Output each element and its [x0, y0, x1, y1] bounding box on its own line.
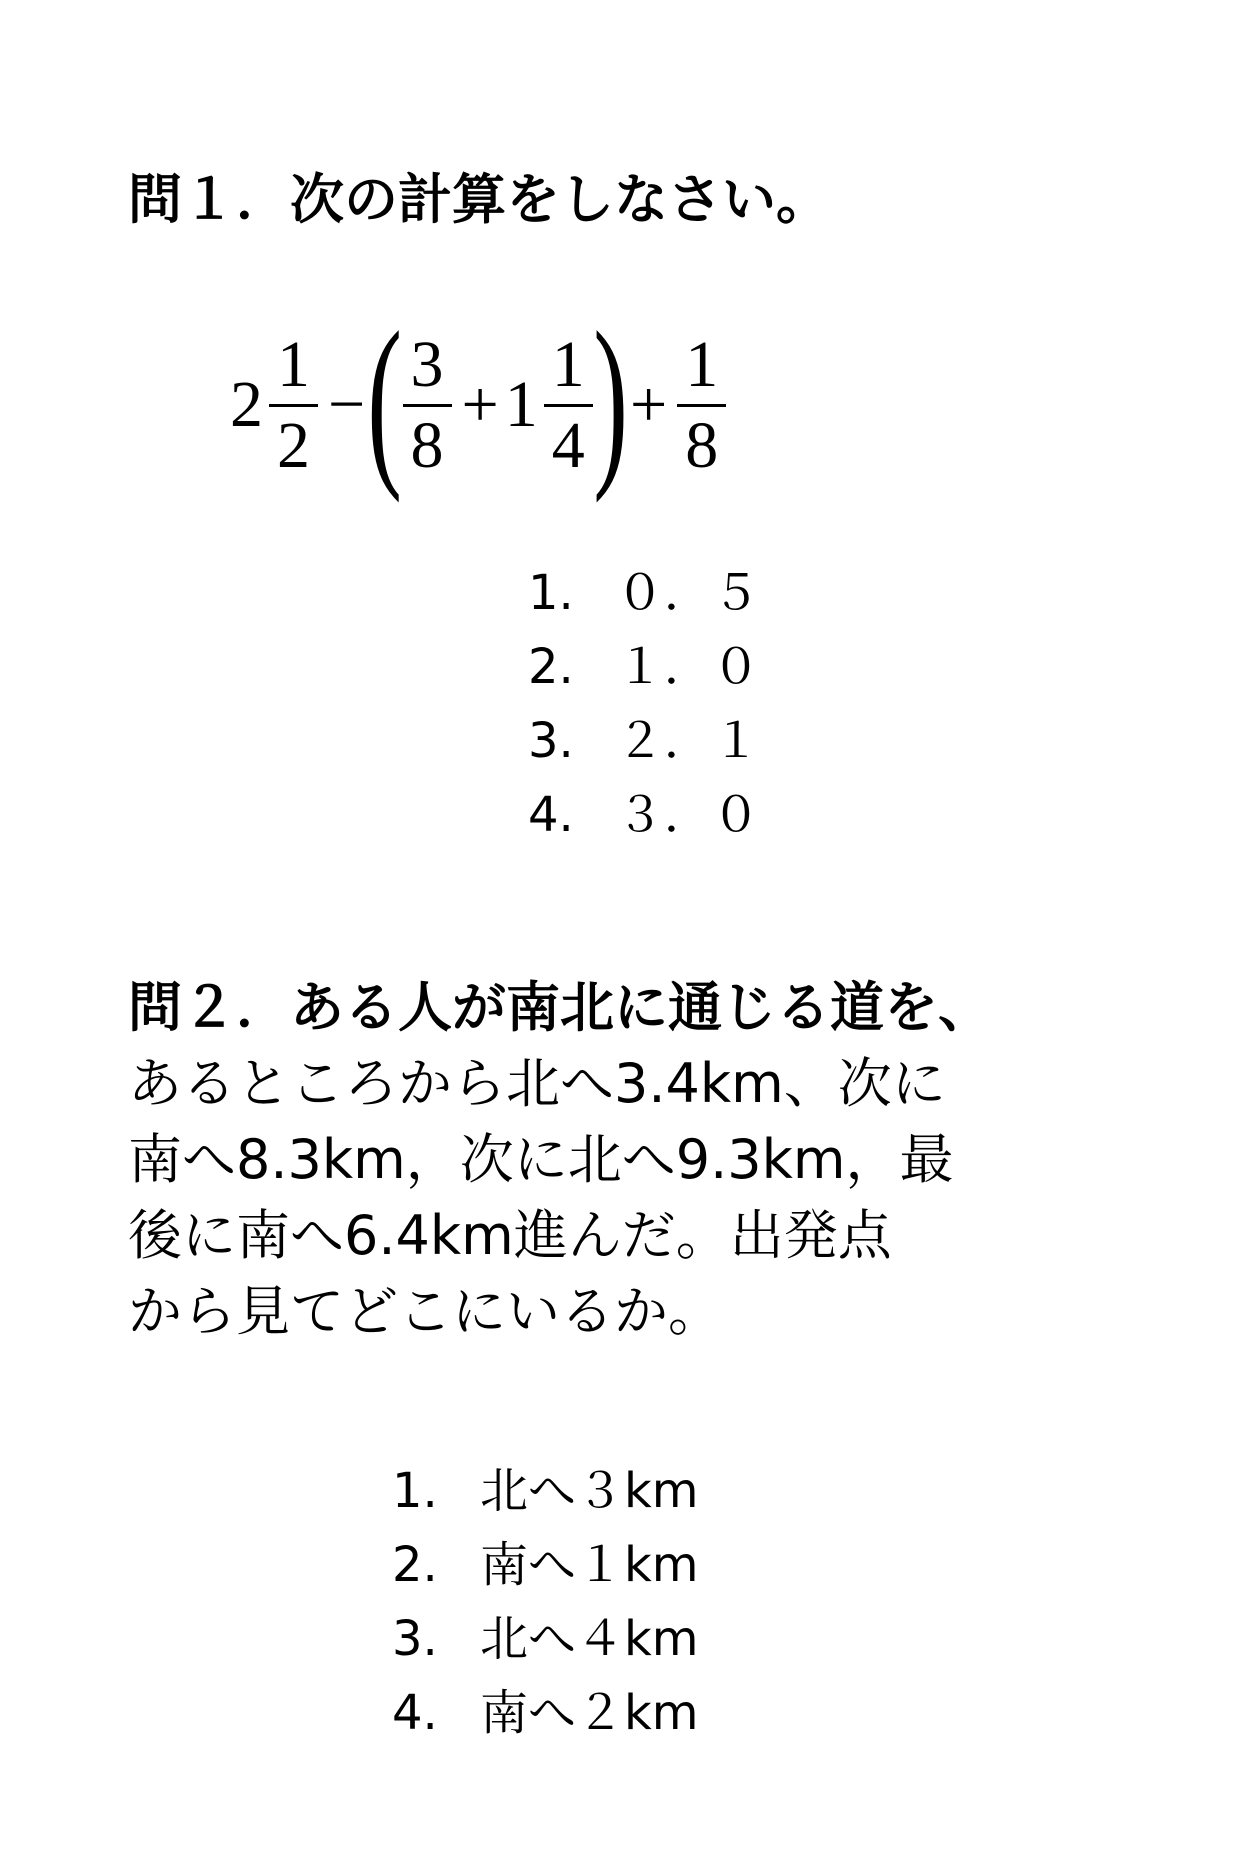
choice-item — [392, 1454, 699, 1528]
formula-plus-operator-2: + — [630, 368, 668, 441]
choice-item — [528, 778, 760, 852]
choice-number: 3. — [528, 713, 574, 769]
choice-number: 4. — [392, 1685, 438, 1741]
formula-term1-numerator: 1 — [277, 327, 310, 401]
formula-close-parenthesis: ) — [592, 294, 628, 504]
formula-term1-fraction — [269, 327, 318, 482]
formula-open-parenthesis: ( — [367, 294, 403, 504]
choice-number: 1. — [528, 565, 574, 621]
formula-term3-whole: 1 — [504, 368, 538, 441]
question-2-body-line: 後に南へ6.4km進んだ。出発点 — [128, 1204, 892, 1267]
formula-term2-fraction — [403, 327, 452, 482]
question-1-formula — [230, 290, 730, 520]
choice-item — [528, 630, 760, 704]
formula-term1-whole: 2 — [230, 368, 263, 441]
choice-number: 4. — [528, 787, 574, 843]
choice-text: １．０ — [616, 639, 761, 695]
formula-term4-numerator: 1 — [685, 327, 719, 401]
choice-number: 3. — [392, 1611, 438, 1667]
choice-number: 2. — [528, 639, 574, 695]
formula-term1-denominator: 2 — [277, 408, 310, 482]
choice-item — [528, 556, 760, 630]
formula-term3-denominator: 4 — [551, 408, 585, 482]
formula-term2-denominator: 8 — [410, 408, 444, 482]
question-1-choices — [528, 556, 760, 852]
question-2-body-line: から見てどこにいるか。 — [128, 1280, 722, 1343]
choice-text: 北へ４km — [480, 1611, 699, 1667]
formula-minus-operator: − — [328, 368, 366, 441]
choice-text: 北へ３km — [480, 1463, 699, 1519]
question-2-body-line: あるところから北へ3.4km、次に — [128, 1052, 946, 1115]
choice-item — [528, 704, 760, 778]
formula-plus-operator: + — [461, 368, 499, 441]
choice-text: ３．０ — [616, 787, 761, 843]
question-2-choices — [392, 1454, 699, 1750]
choice-item — [392, 1528, 699, 1602]
choice-number: 2. — [392, 1537, 438, 1593]
question-1-title: 問１．次の計算をしなさい。 — [128, 168, 830, 231]
choice-item — [392, 1602, 699, 1676]
choice-text: 南へ２km — [480, 1685, 699, 1741]
formula-term4-denominator: 8 — [685, 408, 719, 482]
choice-text: ０．５ — [616, 565, 761, 621]
formula-term3-fraction — [544, 327, 593, 482]
formula-term2-numerator: 3 — [410, 327, 444, 401]
choice-item — [392, 1676, 699, 1750]
question-2-title: 問２．ある人が南北に通じる道を、 — [128, 976, 992, 1039]
question-2-body — [128, 1046, 954, 1350]
formula-term3-numerator: 1 — [551, 327, 585, 401]
choice-number: 1. — [392, 1463, 438, 1519]
choice-text: ２．１ — [616, 713, 761, 769]
choice-text: 南へ１km — [480, 1537, 699, 1593]
formula-term4-fraction — [677, 327, 726, 482]
question-2-body-line: 南へ8.3km，次に北へ9.3km，最 — [128, 1128, 954, 1191]
